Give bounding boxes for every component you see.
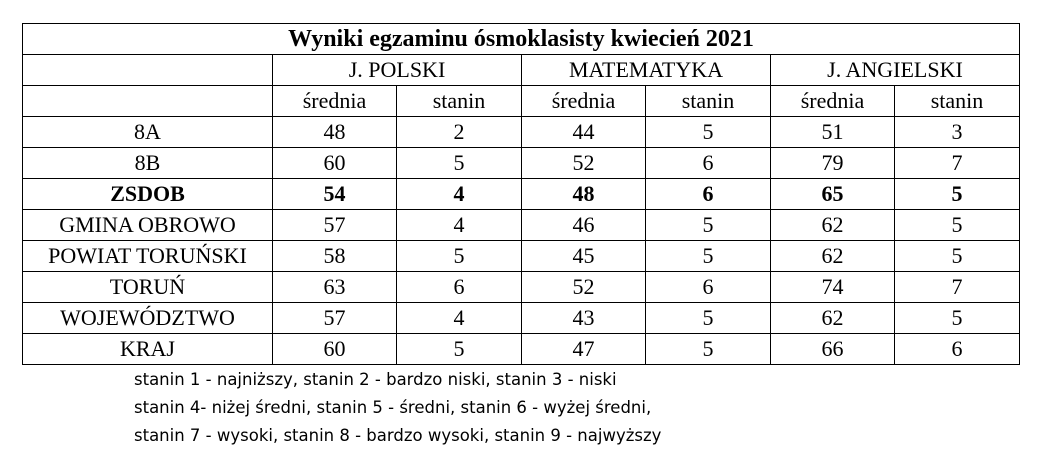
value-cell: 6 [397, 272, 522, 303]
value-cell: 60 [273, 334, 397, 365]
value-cell: 5 [895, 303, 1020, 334]
value-cell: 4 [397, 210, 522, 241]
value-cell: 5 [397, 241, 522, 272]
row-label: 8B [23, 148, 273, 179]
value-cell: 5 [895, 179, 1020, 210]
table-row-powiat-torunski [23, 241, 1020, 272]
subheader-cell: stanin [646, 86, 771, 117]
legend-line: stanin 1 - najniższy, stanin 2 - bardzo niski, stanin 3 - niski [134, 370, 617, 389]
value-cell: 5 [397, 334, 522, 365]
value-cell: 47 [522, 334, 646, 365]
value-cell: 46 [522, 210, 646, 241]
value-cell: 54 [273, 179, 397, 210]
value-cell: 51 [771, 117, 895, 148]
value-cell: 5 [646, 334, 771, 365]
value-cell: 66 [771, 334, 895, 365]
subject-header-row [23, 55, 1020, 86]
value-cell: 6 [646, 148, 771, 179]
value-cell: 5 [646, 210, 771, 241]
table-row-gmina-obrowo [23, 210, 1020, 241]
row-label: GMINA OBROWO [23, 210, 273, 241]
table-title: Wyniki egzaminu ósmoklasisty kwiecień 2021 [23, 24, 1020, 55]
value-cell: 6 [646, 272, 771, 303]
table-row-8a [23, 117, 1020, 148]
value-cell: 74 [771, 272, 895, 303]
subject-angielski: J. ANGIELSKI [771, 55, 1020, 86]
value-cell: 52 [522, 272, 646, 303]
row-label: KRAJ [23, 334, 273, 365]
results-table [22, 23, 1020, 365]
table-row-wojewodztwo [23, 303, 1020, 334]
value-cell: 5 [646, 117, 771, 148]
value-cell: 4 [397, 303, 522, 334]
value-cell: 63 [273, 272, 397, 303]
value-cell: 5 [895, 241, 1020, 272]
table-row-torun [23, 272, 1020, 303]
value-cell: 5 [646, 241, 771, 272]
subject-polski: J. POLSKI [273, 55, 522, 86]
value-cell: 79 [771, 148, 895, 179]
value-cell: 62 [771, 210, 895, 241]
title-row [23, 24, 1020, 55]
value-cell: 57 [273, 303, 397, 334]
value-cell: 52 [522, 148, 646, 179]
value-cell: 48 [522, 179, 646, 210]
value-cell: 62 [771, 241, 895, 272]
table-row-zsdob [23, 179, 1020, 210]
subheader-row [23, 86, 1020, 117]
value-cell: 48 [273, 117, 397, 148]
value-cell: 44 [522, 117, 646, 148]
value-cell: 57 [273, 210, 397, 241]
value-cell: 5 [397, 148, 522, 179]
value-cell: 65 [771, 179, 895, 210]
subheader-cell: średnia [273, 86, 397, 117]
row-label: 8A [23, 117, 273, 148]
value-cell: 5 [895, 210, 1020, 241]
value-cell: 62 [771, 303, 895, 334]
value-cell: 43 [522, 303, 646, 334]
value-cell: 60 [273, 148, 397, 179]
value-cell: 6 [895, 334, 1020, 365]
subject-matematyka: MATEMATYKA [522, 55, 771, 86]
row-label: WOJEWÓDZTWO [23, 303, 273, 334]
row-label: TORUŃ [23, 272, 273, 303]
subheader-cell: stanin [397, 86, 522, 117]
stanin-legend [134, 366, 661, 450]
value-cell: 2 [397, 117, 522, 148]
legend-line: stanin 7 - wysoki, stanin 8 - bardzo wysoki, stanin 9 - najwyższy [134, 426, 662, 445]
value-cell: 4 [397, 179, 522, 210]
legend-line: stanin 4- niżej średni, stanin 5 - średni, stanin 6 - wyżej średni, [134, 398, 652, 417]
value-cell: 6 [646, 179, 771, 210]
table-row-8b [23, 148, 1020, 179]
row-label: ZSDOB [23, 179, 273, 210]
subheader-cell: średnia [522, 86, 646, 117]
value-cell: 3 [895, 117, 1020, 148]
empty-header-cell [23, 55, 273, 86]
subheader-cell: średnia [771, 86, 895, 117]
table-row-kraj [23, 334, 1020, 365]
value-cell: 5 [646, 303, 771, 334]
value-cell: 58 [273, 241, 397, 272]
subheader-cell: stanin [895, 86, 1020, 117]
row-label: POWIAT TORUŃSKI [23, 241, 273, 272]
empty-subheader-cell [23, 86, 273, 117]
value-cell: 7 [895, 272, 1020, 303]
value-cell: 45 [522, 241, 646, 272]
value-cell: 7 [895, 148, 1020, 179]
